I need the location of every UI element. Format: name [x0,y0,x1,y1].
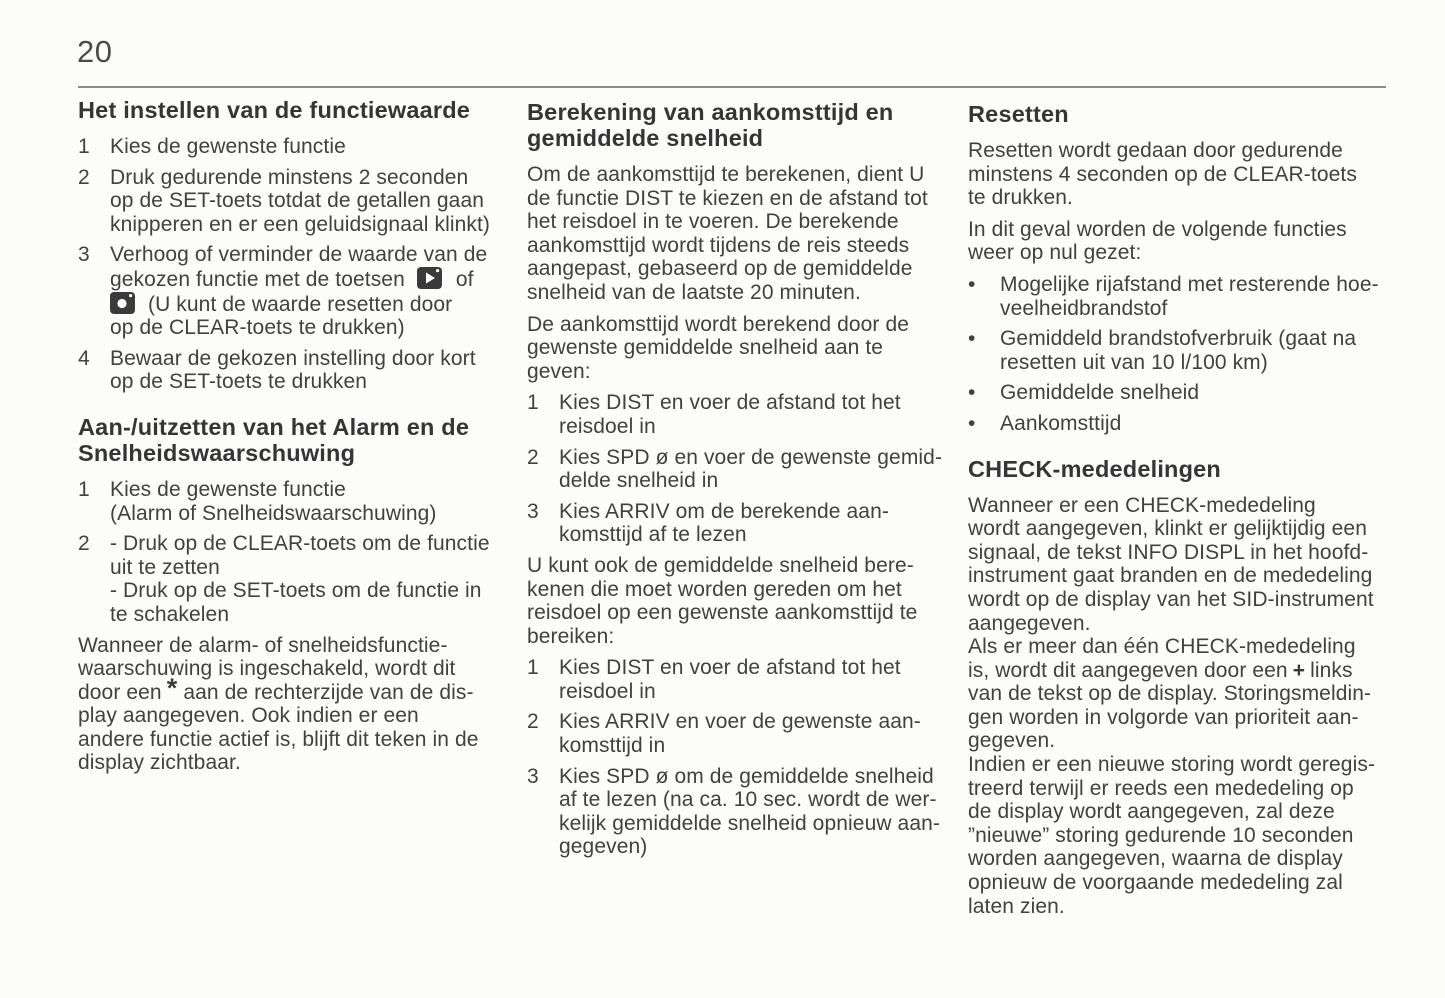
text-line: display zichtbaar. [78,751,241,775]
column-left [78,97,530,775]
list-item [78,478,530,525]
text-line [110,292,487,317]
bullet-item-text: Gemiddelde snelheid [1000,381,1200,405]
list-item [78,135,530,159]
list-item-text: Kies ARRIV en voer de gewenste aan- komsttijd in [559,710,921,758]
text-line: play aangegeven. Ook indien er een [78,704,419,728]
bullet-marker: • [968,327,976,351]
list-item-text: Kies de gewenste functie (Alarm of Snelheidswaarschuwing) [110,477,437,525]
list-item [527,500,977,547]
section-heading-arrival: Berekening van aankomsttijd en gemiddelde snelheid [527,99,894,151]
bullet-item-text: Mogelijke rijafstand met resterende hoe- veelheidbrandstof [1000,272,1379,320]
list-number: 1 [78,135,90,158]
bullet-item [968,412,1398,436]
list-number: 3 [527,764,539,788]
list-item-text: Kies SPD ø om de gemiddelde snelheid af te lezen (na ca. 10 sec. wordt de wer- kelijk gemiddelde snelheid opnieuw aan- gegeven) [559,764,940,859]
section-heading-set-value: Het instellen van de functiewaarde [78,97,471,123]
paragraph: Indien er een nieuwe storing wordt geregis- treerd terwijl er reeds een mededeling op de display wordt aangegeven, zal deze ”nieuwe” storing gedurende 10 seconden worden aangegeven, waarna de display opnieuw de voorgaande mededeling zal laten zien. [968,753,1376,918]
list-item [78,166,530,237]
paragraph: In dit geval worden de volgende functies weer op nul gezet: [968,217,1347,265]
text-line: Wanneer de alarm- of snelheidsfunctie- [78,633,448,657]
bullet-item-text: Aankomsttijd [1000,411,1122,435]
bullet-marker: • [968,272,976,296]
paragraph-plus-indicator [968,635,1398,753]
list-number: 2 [78,532,90,556]
page-number: 20 [77,34,113,69]
list-item [78,532,530,626]
text-line [110,267,487,292]
text-segment: (U kunt de waarde resetten door [148,292,453,316]
text-line: gen worden in volgorde van prioriteit aan- [968,705,1359,729]
text-segment: of [455,267,474,291]
list-number: 3 [78,243,90,267]
column-middle [527,99,977,866]
list-item-text: - Druk op de CLEAR-toets om de functie uit te zetten - Druk op de SET-toets om de functie in te schakelen [110,532,490,626]
column-right [968,101,1398,918]
bullet-item [968,327,1398,374]
paragraph: Resetten wordt gedaan door gedurende minstens 4 seconden op de CLEAR-toets te drukken. [968,139,1357,210]
text-line: gegeven. [968,729,1056,753]
text-segment: aan de rechterzijde van de dis- [183,680,474,704]
section-heading-reset: Resetten [968,101,1069,127]
header-divider [78,86,1386,88]
text-line: van de tekst op de display. Storingsmeldin- [968,682,1372,706]
section-heading-alarm: Aan-/uitzetten van het Alarm en de Snelheidswaarschuwing [78,413,470,466]
increase-value-button-icon [417,267,442,292]
text-segment: links [1310,658,1353,682]
list-number: 2 [78,165,90,189]
list-number: 2 [527,445,539,469]
list-item-text: Druk gedurende minstens 2 seconden op de SET-toets totdat de getallen gaan knipperen en er een geluidsignaal klinkt) [110,165,491,236]
text-line: waarschuwing is ingeschakeld, wordt dit [78,657,456,681]
list-number: 4 [78,346,90,370]
text-line: Als er meer dan één CHECK-mededeling [968,635,1356,659]
decrease-value-button-icon [110,292,135,317]
text-line [968,659,1398,683]
text-segment: door een [78,680,162,704]
paragraph: Wanneer er een CHECK-mededeling wordt aangegeven, klinkt er gelijktijdig een signaal, de tekst INFO DISPL in het hoofd- instrument gaat branden en de mededeling wordt op de display van het SID-instrument aangegeven. [968,493,1374,635]
list-number: 1 [527,391,539,415]
list-item-text: Kies DIST en voer de afstand tot het reisdoel in [559,391,901,438]
list-item-text: Kies DIST en voer de afstand tot het reisdoel in [559,656,901,703]
list-number: 3 [527,499,539,523]
paragraph: De aankomsttijd wordt berekend door de gewenste gemiddelde snelheid aan te geven: [527,312,910,383]
text-line: Verhoog of verminder de waarde van de [110,243,488,267]
list-number: 1 [527,656,539,680]
bullet-marker: • [968,411,976,435]
list-item [527,391,977,438]
list-item [78,243,530,339]
section-heading-check-messages: CHECK-mededelingen [968,455,1221,482]
list-item-text: Kies SPD ø en voer de gewenste gemid- delde snelheid in [559,445,943,493]
list-item-text: Kies de gewenste functie [110,135,346,158]
list-item [527,765,977,859]
asterisk-symbol: * [166,672,178,703]
plus-symbol: + [1292,658,1306,682]
bullet-item [968,273,1398,320]
list-item-text: Bewaar de gekozen instelling door kort op de SET-toets te drukken [110,346,476,394]
text-line: andere functie actief is, blijft dit teken in de [78,727,479,751]
bullet-marker: • [968,381,976,405]
bullet-item-text: Gemiddeld brandstofverbruik (gaat na resetten uit van 10 l/100 km) [1000,327,1357,374]
list-number: 2 [527,710,539,734]
list-item [527,656,977,703]
list-item-text [110,243,487,339]
list-item-text: Kies ARRIV om de berekende aan- komsttijd af te lezen [559,499,889,547]
text-line: op de CLEAR-toets te drukken) [110,316,405,340]
paragraph: U kunt ook de gemiddelde snelheid bere- kenen die moet worden gereden om het reisdoel op een gewenste aankomsttijd te bereiken: [527,553,918,648]
list-item [78,347,530,394]
paragraph-warning-indicator [78,634,530,776]
text-segment: gekozen functie met de toetsen [110,267,405,291]
list-item [527,710,977,757]
paragraph: Om de aankomsttijd te berekenen, dient U de functie DIST te kiezen en de afstand tot het reisdoel in te voeren. De berekende aankomsttijd wordt tijdens de reis steeds aangepast, gebaseerd op de gemiddelde snelheid van de laatste 20 minuten. [527,163,928,304]
text-segment: is, wordt dit aangegeven door een [968,658,1288,682]
text-line [78,672,530,705]
list-item [527,446,977,493]
bullet-item [968,381,1398,405]
list-number: 1 [78,477,90,501]
